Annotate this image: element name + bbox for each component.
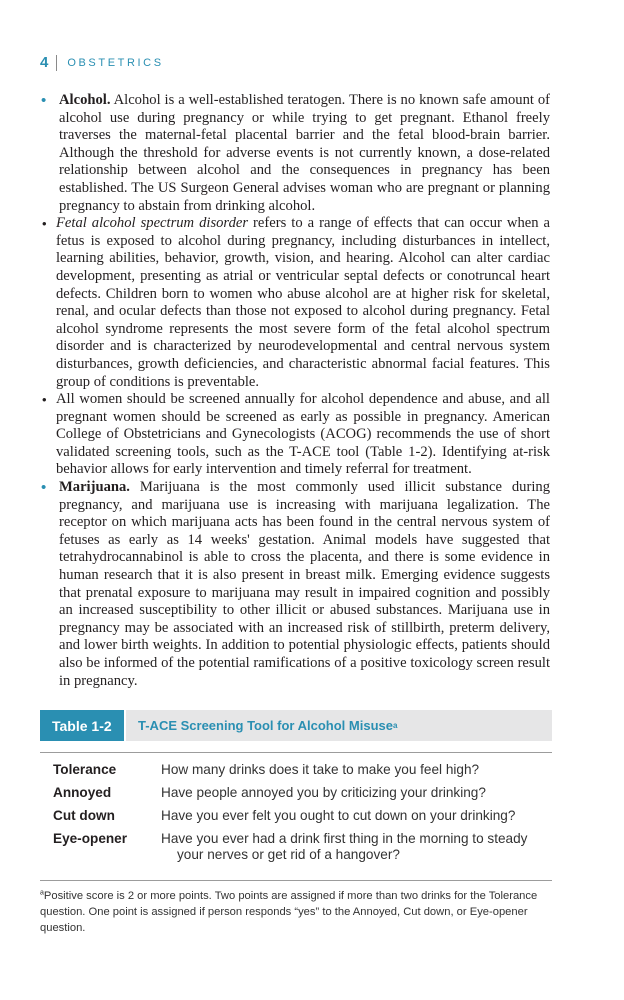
table-row <box>53 831 552 863</box>
page-number: 4 <box>40 54 49 71</box>
screening-paragraph <box>40 391 550 479</box>
row-label: Tolerance <box>53 762 117 777</box>
marijuana-lead: Marijuana. <box>59 479 130 496</box>
footnote-mark: a <box>40 889 44 897</box>
body-text <box>40 92 550 690</box>
row-question: How many drinks does it take to make you feel high? <box>161 762 480 777</box>
fasd-term: Fetal alcohol spectrum disorder <box>56 215 249 232</box>
table-footnote <box>40 888 552 936</box>
row-label: Cut down <box>53 808 115 823</box>
alcohol-paragraph <box>40 92 550 215</box>
row-question: Have you ever had a drink first thing in the morning to steady your nerves or get rid of a hangover? <box>161 831 528 862</box>
row-label: Annoyed <box>53 785 112 800</box>
table-body <box>40 753 552 863</box>
table-number: Table 1-2 <box>40 710 124 741</box>
fasd-text: refers to a range of effects that can occur when a fetus is exposed to alcohol during pregnancy, including disturbances in intellect, learning abilities, behavior, growth, vision, and hearing. Alcohol can alter cardiac development, presenting as atrial or ventricular septal defects or conotruncal heart defects. Children born to women who abuse alcohol are at higher risk for skeletal, renal, and ocular defects than those not exposed to alcohol during pregnancy. Fetal alcohol syndrome represents the most severe form of the fetal alcohol spectrum disorder and is characterized by neurodevelopmental and central nervous system disturbances, growth deficiencies, and characteristic abnormal facial features. This group of conditions is preventable. <box>56 215 551 390</box>
fasd-paragraph <box>40 215 550 391</box>
row-question: Have people annoyed you by criticizing your drinking? <box>161 785 486 800</box>
header-divider <box>56 55 57 71</box>
table-row <box>53 762 552 778</box>
alcohol-text: Alcohol is a well-established teratogen. There is no known safe amount of alcohol use during pregnancy or while trying to get pregnant. Ethanol freely traverses the maternal-fetal placental barrier and the fetal blood-brain barrier. Although the threshold for adverse events is not currently known, a dose-related relationship between alcohol and the consequences in pregnancy has been established. The US Surgeon General advises woman who are pregnant or planning pregnancy to abstain from drinking alcohol. <box>59 92 550 214</box>
table-bottom-rule <box>40 880 552 881</box>
table-title: T-ACE Screening Tool for Alcohol Misuse a <box>124 710 552 741</box>
marijuana-paragraph <box>40 479 550 690</box>
table-title-text: T-ACE Screening Tool for Alcohol Misuse <box>138 718 393 733</box>
table-row <box>53 785 552 801</box>
marijuana-text: Marijuana is the most commonly used illicit substance during pregnancy, and marijuana use is increasing with marijuana legalization. The receptor on which marijuana acts has been found in the central nervous system of fetuses as early as 14 weeks' gestation. Animal models have suggested that tetrahydrocannabinol is able to cross the placenta, and there is some evidence in human research that it is also present in breast milk. Emerging evidence suggests that prenatal exposure to marijuana may result in impaired cognition and possibly an increased susceptibility to other illicit or abused substances. Marijuana use in pregnancy may be associated with an increased risk of stillbirth, preterm delivery, and lower birth weights. In addition to potential physiologic effects, patients should also be informed of the potential ramifications of a positive toxicology screen result in pregnancy. <box>59 479 550 689</box>
alcohol-lead: Alcohol. <box>59 92 111 108</box>
footnote-text: Positive score is 2 or more points. Two points are assigned if more than two drinks for the Tolerance question. One point is assigned if person responds “yes” to the Annoyed, Cut down, or Eye-opener question. <box>40 890 538 934</box>
row-label: Eye-opener <box>53 831 128 846</box>
table-row <box>53 808 552 824</box>
section-title: OBSTETRICS <box>67 56 164 69</box>
running-header <box>40 54 164 71</box>
table-header <box>40 710 552 741</box>
screening-text: All women should be screened annually for alcohol dependence and abuse, and all pregnant women should be screened as early as possible in pregnancy. American College of Obstetricians and Gynecologists (ACOG) recommends the use of short validated screening tools, such as the T-ACE tool (Table 1-2). Identifying at-risk behavior allows for early intervention and timely referral for treatment. <box>56 391 550 478</box>
row-question: Have you ever felt you ought to cut down on your drinking? <box>161 808 516 823</box>
tace-table <box>40 710 552 870</box>
